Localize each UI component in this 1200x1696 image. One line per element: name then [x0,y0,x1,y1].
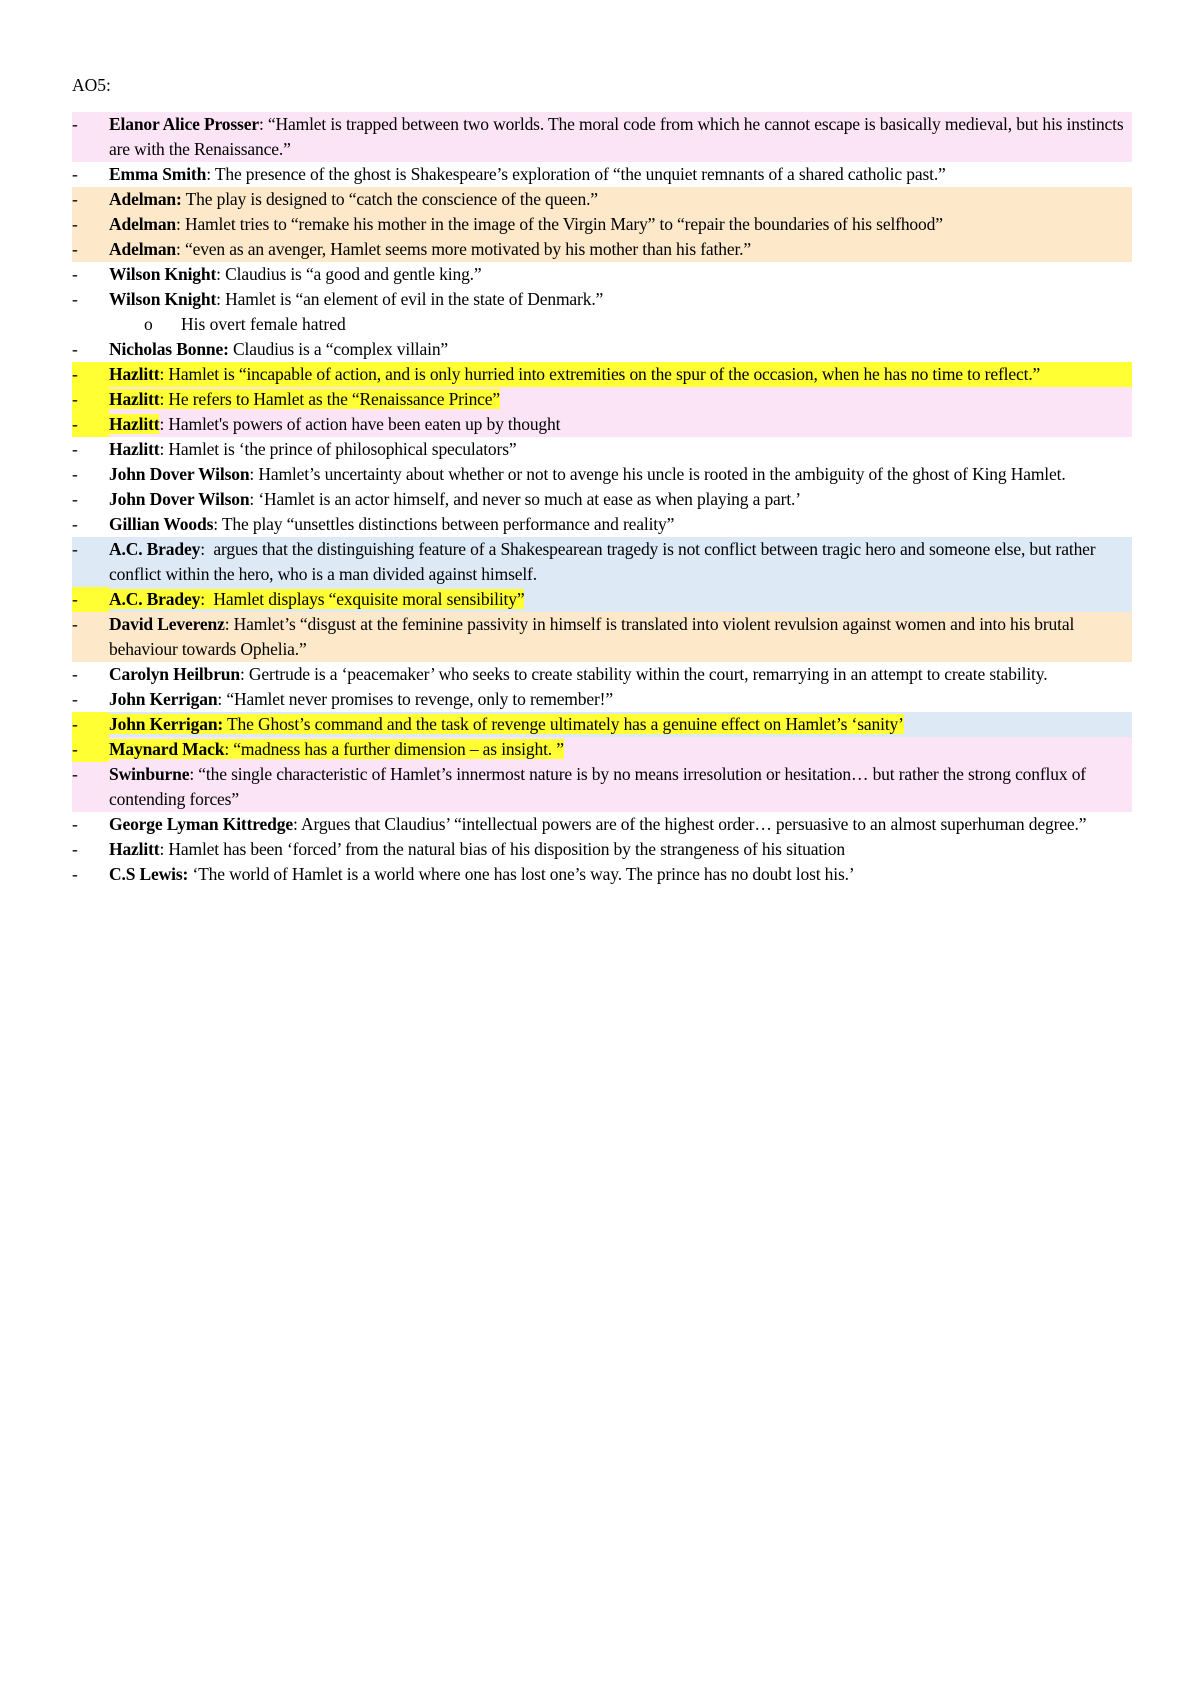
dash-marker: - [72,839,78,859]
critic-name: Maynard Mack [109,739,225,759]
sub-item-text: His overt female hatred [181,314,346,334]
list-item: - Emma Smith: The presence of the ghost is Shakespeare’s exploration of “the unquiet remnants of a shared catholic past.” [72,162,1132,187]
quote-text: Hamlet is ‘the prince of philosophical speculators” [168,439,517,459]
critic-name: Gillian Woods [109,514,214,534]
sub-list-item [72,312,1132,337]
quote-text: Gertrude is a ‘peacemaker’ who seeks to create stability within the court, remarrying in an attempt to create stability. [248,664,1048,684]
quote-list [72,112,1132,887]
critic-name: A.C. Bradey [109,589,201,609]
quote-text: Hamlet's powers of action have been eaten up by thought [168,414,561,434]
critic-name: Hazlitt [109,364,160,384]
list-item [72,712,1132,737]
list-item: - Elanor Alice Prosser: “Hamlet is trapped between two worlds. The moral code from which he cannot escape is basically medieval, but his instincts are with the Renaissance.” [72,112,1132,162]
dash-marker: - [72,614,78,634]
list-item: - John Dover Wilson: ‘Hamlet is an actor himself, and never so much at ease as when playing a part.’ [72,487,1132,512]
list-item: - A.C. Bradey: Hamlet displays “exquisite moral sensibility” [72,587,1132,612]
critic-name: John Kerrigan: [109,714,224,734]
list-item: - Adelman: Hamlet tries to “remake his mother in the image of the Virgin Mary” to “repair the boundaries of his selfhood” [72,212,1132,237]
dash-marker: - [72,164,78,184]
dash-marker: - [72,864,78,884]
list-item: - Wilson Knight: Hamlet is “an element of evil in the state of Denmark.” [72,287,1132,312]
list-item: - George Lyman Kittredge: Argues that Claudius’ “intellectual powers are of the highest order… persuasive to an almost superhuman degree.” [72,812,1132,837]
list-item [72,337,1132,362]
critic-name: Hazlitt [109,839,160,859]
critic-name: Emma Smith [109,164,207,184]
list-item: - Hazlitt: Hamlet is “incapable of action, and is only hurried into extremities on the spur of the occasion, when he has no time to reflect.” [72,362,1132,387]
list-item: - Maynard Mack: “madness has a further dimension – as insight. ” [72,737,1132,762]
dash-marker: - [72,239,78,259]
page-heading: AO5: [72,75,111,95]
list-item: - David Leverenz: Hamlet’s “disgust at the feminine passivity in himself is translated into violent revulsion against women and into his brutal behaviour towards Ophelia.” [72,612,1132,662]
quote-text: “the single characteristic of Hamlet’s innermost nature is by no means irresolution or hesitation… but rather the strong conflux of contending forces” [109,764,1086,809]
critic-name: Adelman: [109,189,182,209]
quote-text: ‘Hamlet is an actor himself, and never so much at ease as when playing a part.’ [258,489,801,509]
quote-text: Hamlet’s “disgust at the feminine passivity in himself is translated into violent revulsion against women and into his brutal behaviour towards Ophelia.” [109,614,1075,659]
list-item: - Swinburne: “the single characteristic of Hamlet’s innermost nature is by no means irresolution or hesitation… but rather the strong conflux of contending forces” [72,762,1132,812]
dash-marker: - [72,664,78,684]
quote-text: Argues that Claudius’ “intellectual powers are of the highest order… persuasive to an almost superhuman degree.” [300,814,1087,834]
quote-text: The play is designed to “catch the conscience of the queen.” [185,189,598,209]
list-item: - Hazlitt: Hamlet has been ‘forced’ from the natural bias of his disposition by the strangeness of his situation [72,837,1132,862]
dash-marker: - [72,737,109,762]
dash-marker: - [72,412,109,437]
critic-name: John Kerrigan [109,689,218,709]
critic-name: A.C. Bradey [109,539,201,559]
dash-marker: - [72,264,78,284]
dash-marker: - [72,764,78,784]
critic-name: Hazlitt [109,439,160,459]
quote-text: Claudius is a “complex villain” [233,339,449,359]
critic-name: Swinburne [109,764,190,784]
quote-text: The play “unsettles distinctions between performance and reality” [221,514,675,534]
critic-name: Nicholas Bonne: [109,339,229,359]
critic-name: George Lyman Kittredge [109,814,293,834]
dash-marker: - [72,289,78,309]
quote-text: Hamlet’s uncertainty about whether or not to avenge his uncle is rooted in the ambiguity of the ghost of King Hamlet. [258,464,1066,484]
critic-name: C.S Lewis: [109,864,189,884]
quote-text: “even as an avenger, Hamlet seems more motivated by his mother than his father.” [184,239,752,259]
dash-marker: - [72,489,78,509]
list-item: - Hazlitt: Hamlet's powers of action have been eaten up by thought [72,412,1132,437]
critic-name: Adelman [109,214,177,234]
circle-bullet-icon: o [144,314,153,334]
quote-text: The presence of the ghost is Shakespeare’s exploration of “the unquiet remnants of a shared catholic past.” [214,164,946,184]
dash-marker: - [72,539,78,559]
critic-name: John Dover Wilson [109,464,250,484]
quote-text: Hamlet is “an element of evil in the state of Denmark.” [225,289,604,309]
quote-text: “Hamlet never promises to revenge, only to remember!” [226,689,613,709]
critic-name: Carolyn Heilbrun [109,664,240,684]
quote-text: Hamlet tries to “remake his mother in the image of the Virgin Mary” to “repair the boundaries of his selfhood” [184,214,943,234]
quote-text: He refers to Hamlet as the “Renaissance Prince” [168,389,501,409]
quote-text: argues that the distinguishing feature of a Shakespearean tragedy is not conflict between tragic hero and someone else, but rather conflict within the hero, who is a man divided against himself. [109,539,1096,584]
critic-name: Adelman [109,239,177,259]
list-item: - Hazlitt: Hamlet is ‘the prince of philosophical speculators” [72,437,1132,462]
list-item [72,862,1132,887]
dash-marker: - [72,689,78,709]
quote-text: Claudius is “a good and gentle king.” [225,264,482,284]
critic-name: John Dover Wilson [109,489,250,509]
quote-text: Hamlet displays “exquisite moral sensibility” [213,589,525,609]
list-item: - Carolyn Heilbrun: Gertrude is a ‘peacemaker’ who seeks to create stability within the court, remarrying in an attempt to create stability. [72,662,1132,687]
dash-marker: - [72,114,78,134]
dash-marker: - [72,712,109,737]
list-item: - Hazlitt: He refers to Hamlet as the “Renaissance Prince” [72,387,1132,412]
dash-marker: - [72,439,78,459]
quote-text: Hamlet is “incapable of action, and is only hurried into extremities on the spur of the occasion, when he has no time to reflect.” [168,364,1041,384]
quote-text: Hamlet has been ‘forced’ from the natural bias of his disposition by the strangeness of his situation [168,839,845,859]
critic-name: Hazlitt [109,414,160,434]
critic-name: Wilson Knight [109,289,217,309]
dash-marker: - [72,814,78,834]
quote-text: The Ghost’s command and the task of revenge ultimately has a genuine effect on Hamlet’s ‘sanity’ [227,714,904,734]
dash-marker: - [72,587,109,612]
critic-name: Elanor Alice Prosser [109,114,259,134]
list-item: - Adelman: “even as an avenger, Hamlet seems more motivated by his mother than his father.” [72,237,1132,262]
critic-name: David Leverenz [109,614,225,634]
quote-text: “madness has a further dimension – as insight. ” [233,739,564,759]
critic-name: Hazlitt [109,389,160,409]
dash-marker: - [72,214,78,234]
list-item: - John Kerrigan: “Hamlet never promises to revenge, only to remember!” [72,687,1132,712]
quote-text: “Hamlet is trapped between two worlds. The moral code from which he cannot escape is basically medieval, but his instincts are with the Renaissance.” [109,114,1124,159]
quote-text: ‘The world of Hamlet is a world where one has lost one’s way. The prince has no doubt lost his.’ [192,864,855,884]
list-item: - A.C. Bradey: argues that the distinguishing feature of a Shakespearean tragedy is not conflict between tragic hero and someone else, but rather conflict within the hero, who is a man divided against himself. [72,537,1132,587]
critic-name: Wilson Knight [109,264,217,284]
dash-marker: - [72,189,78,209]
list-item [72,187,1132,212]
list-item: - Wilson Knight: Claudius is “a good and gentle king.” [72,262,1132,287]
list-item: - John Dover Wilson: Hamlet’s uncertainty about whether or not to avenge his uncle is rooted in the ambiguity of the ghost of King Hamlet. [72,462,1132,487]
dash-marker: - [72,464,78,484]
dash-marker: - [72,364,78,384]
list-item: - Gillian Woods: The play “unsettles distinctions between performance and reality” [72,512,1132,537]
dash-marker: - [72,387,109,412]
dash-marker: - [72,339,78,359]
dash-marker: - [72,514,78,534]
